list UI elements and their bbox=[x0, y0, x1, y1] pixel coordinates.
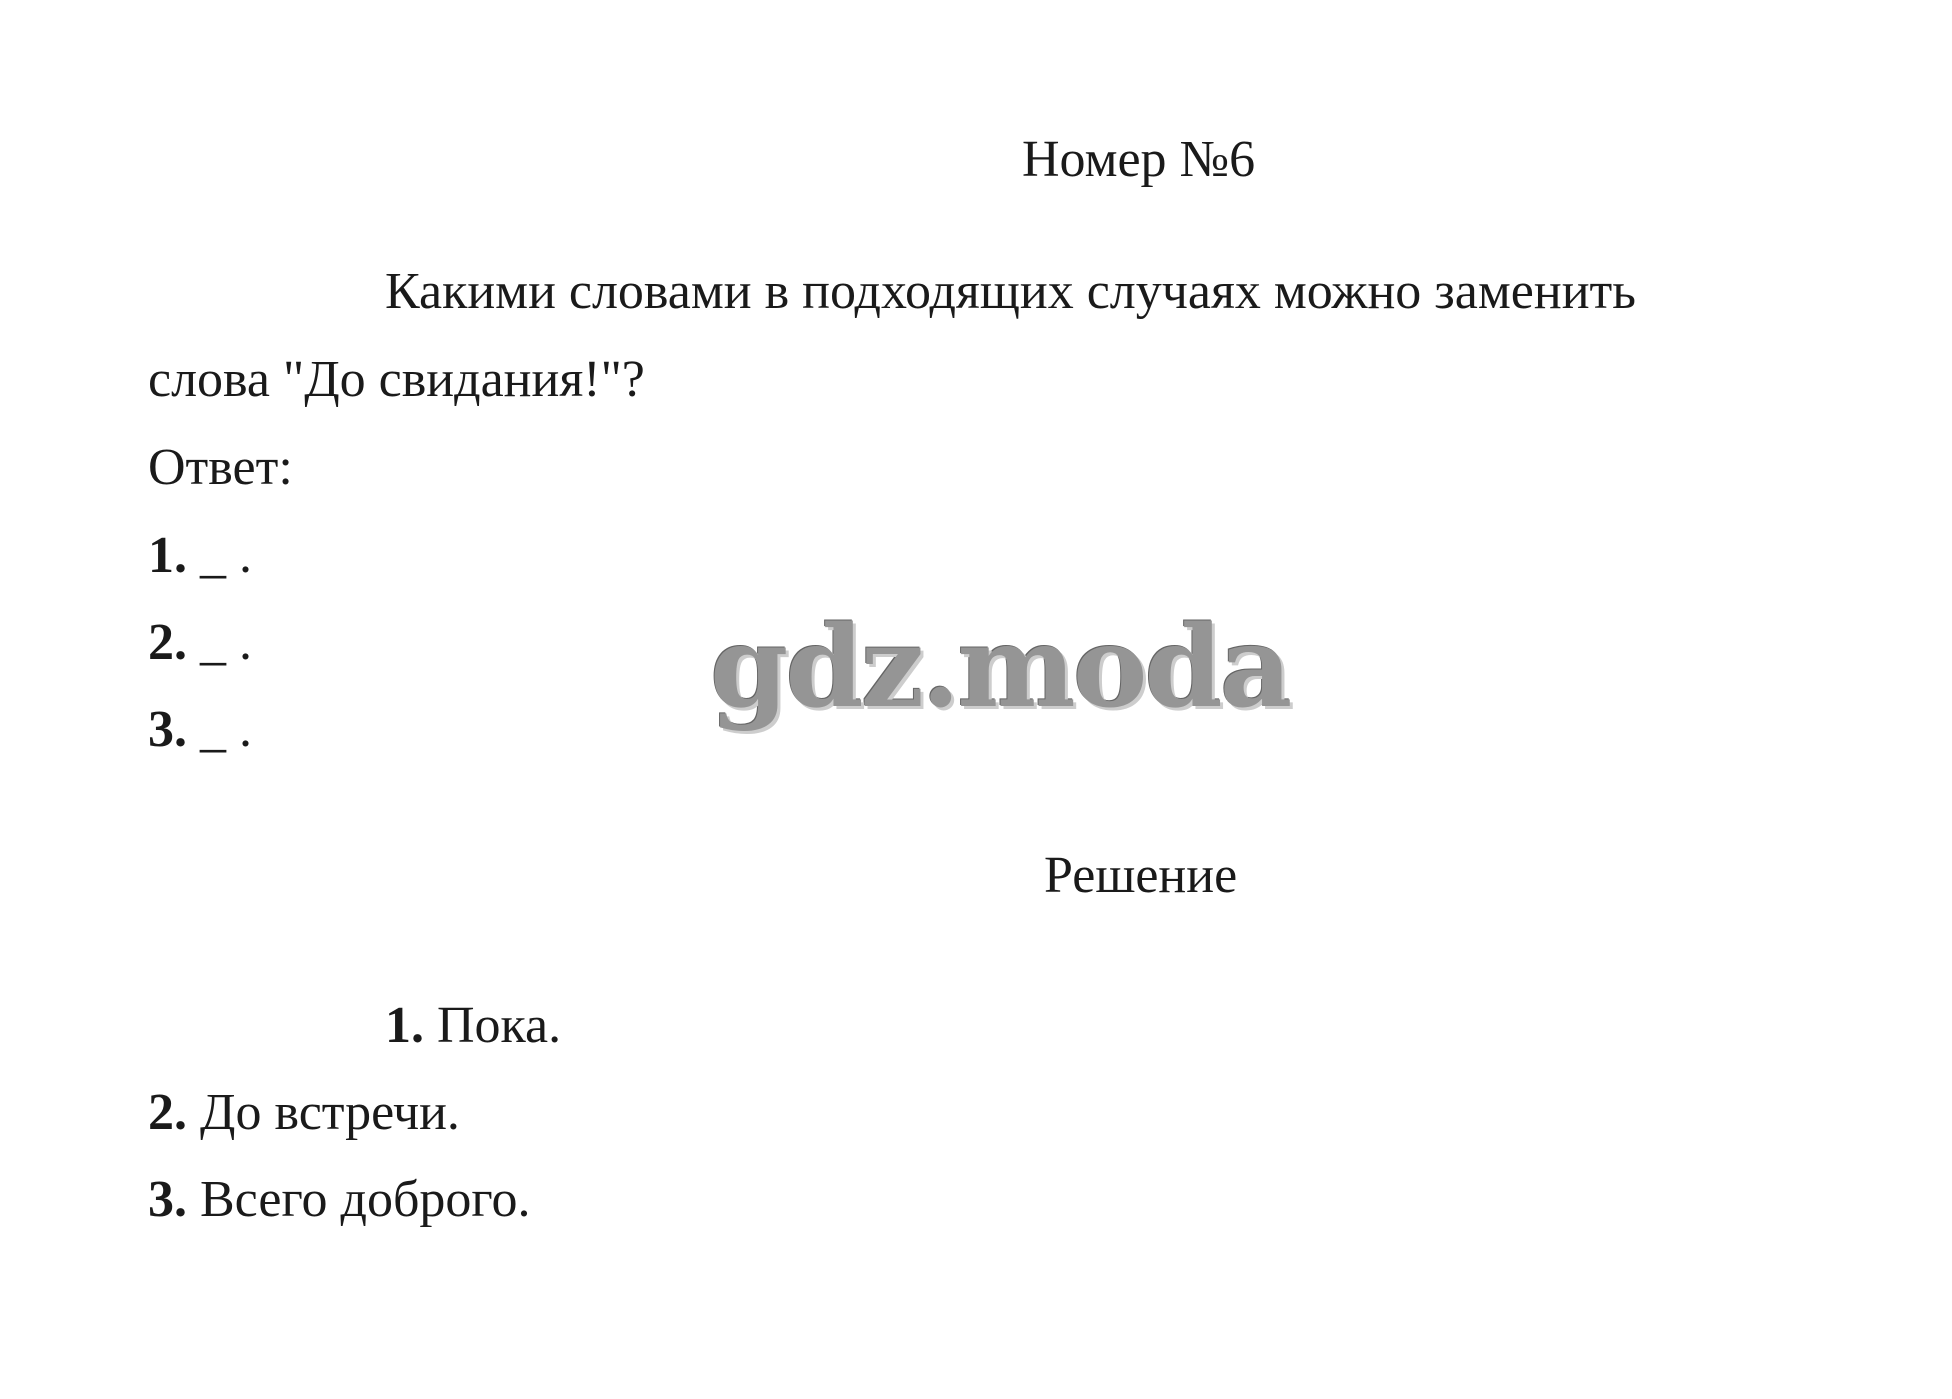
solution-item-number: 3. bbox=[148, 1171, 187, 1228]
answer-item-blank: _ . bbox=[187, 527, 252, 584]
answer-item-blank: _ . bbox=[187, 614, 252, 671]
solution-item bbox=[148, 1171, 531, 1228]
solution-item-text: Всего доброго. bbox=[187, 1171, 531, 1228]
watermark-logo: gdz.moda bbox=[710, 602, 1290, 733]
answer-item-number: 3. bbox=[148, 701, 187, 758]
solution-item-text: Пока. bbox=[424, 997, 562, 1054]
question-line-1: Какими словами в подходящих случаях можно заменить bbox=[385, 263, 1636, 320]
solution-item bbox=[385, 997, 562, 1054]
solution-title: Решение bbox=[1044, 847, 1238, 904]
answer-item bbox=[148, 527, 252, 584]
answer-item-blank: _ . bbox=[187, 701, 252, 758]
solution-item bbox=[148, 1084, 460, 1141]
answer-label: Ответ: bbox=[148, 439, 293, 496]
answer-item bbox=[148, 701, 252, 758]
answer-item bbox=[148, 614, 252, 671]
solution-item-number: 1. bbox=[385, 997, 424, 1054]
solution-item-text: До встречи. bbox=[187, 1084, 460, 1141]
answer-item-number: 2. bbox=[148, 614, 187, 671]
answer-item-number: 1. bbox=[148, 527, 187, 584]
page-title: Номер №6 bbox=[1022, 131, 1256, 188]
solution-item-number: 2. bbox=[148, 1084, 187, 1141]
question-line-2: слова "До свидания!"? bbox=[148, 351, 645, 408]
